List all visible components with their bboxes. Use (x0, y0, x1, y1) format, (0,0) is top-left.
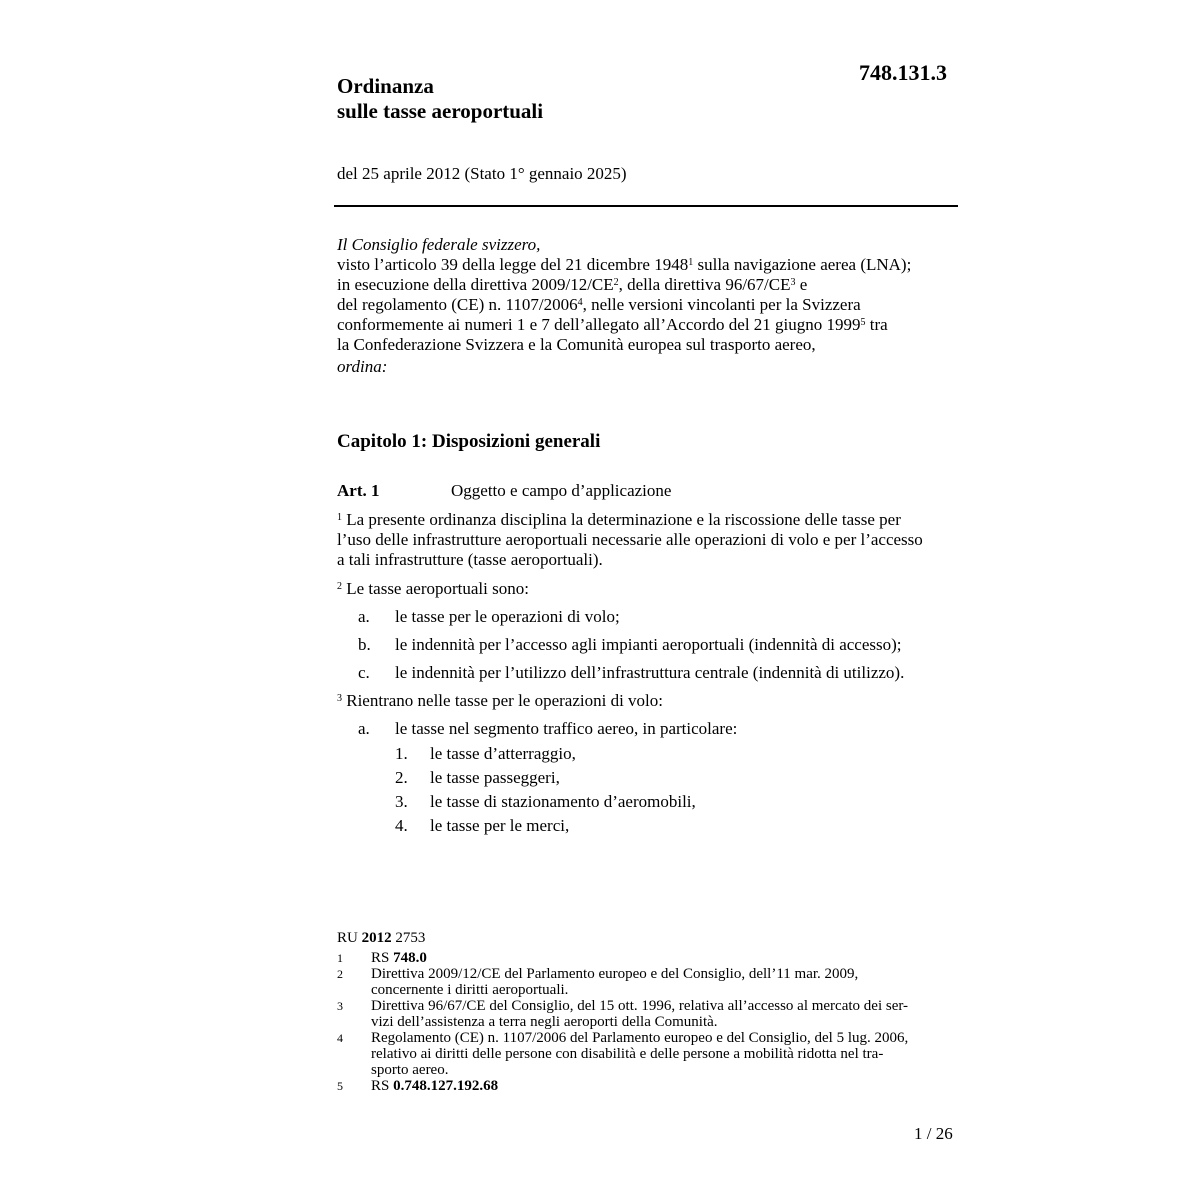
sub-list-item: 1. le tasse d’atterraggio, (395, 744, 576, 763)
paragraph-1: $^1$ La presente ordinanza disciplina la determinazione e la riscossione delle tasse per l’uso delle infrastrutture aeroportuali necessarie alle operazioni di volo e per l’accesso a tali infrastrutture (tasse aeroportuali). (337, 510, 923, 569)
paragraph-3: $^3$ Rientrano nelle tasse per le operazioni di volo: (337, 691, 664, 710)
sub-list-item: 4. le tasse per le merci, (395, 816, 570, 835)
header-divider (334, 205, 958, 207)
preamble-authority: Il Consiglio federale svizzero, (337, 235, 541, 254)
paragraph-2: $^2$ Le tasse aeroportuali sono: (337, 579, 529, 598)
footnote: 1 RS 748.0 (337, 950, 427, 966)
ru-reference: RU 2012 2753 (337, 930, 426, 946)
article-heading (337, 481, 671, 501)
list-item: b. le indennità per l’accesso agli impianti aeroportuali (indennità di accesso); (358, 635, 902, 654)
preamble (337, 235, 962, 377)
title-line-1: Ordinanza (337, 74, 434, 98)
sub-list-item: 3. le tasse di stazionamento d’aeromobili, (395, 792, 696, 811)
footnotes (337, 950, 962, 1094)
title-line-2: sulle tasse aeroportuali (337, 99, 544, 123)
preamble-ordina: ordina: (337, 357, 388, 376)
footnote-ref-3[interactable]: 3 (790, 277, 796, 288)
document-title (337, 74, 543, 124)
footnote-ref-2[interactable]: 2 (613, 277, 619, 288)
footnote-ref-4[interactable]: 4 (577, 297, 583, 308)
page-number: 1 / 26 (914, 1124, 953, 1143)
preamble-line-1: visto l’articolo 39 della legge del 21 dicembre 1948$^1$ sulla navigazione aerea (LNA); (337, 255, 912, 274)
footnote-ref-5[interactable]: 5 (860, 317, 866, 328)
footnote: 4 Regolamento (CE) n. 1107/2006 del Parlamento europeo e del Consiglio, del 5 lug. 2006, relativo ai diritti delle persone con disabilità e delle persone a mobilità ridotta nel tra- sporto aereo. (337, 1030, 909, 1078)
list-item: a. le tasse per le operazioni di volo; (358, 607, 620, 626)
preamble-line-4: conformemente ai numeri 1 e 7 dell’allegato all’Accordo del 21 giugno 1999$^5$ tra (337, 315, 888, 334)
article-title: Oggetto e campo d’applicazione (451, 481, 672, 500)
sr-number: 748.131.3 (859, 60, 947, 85)
chapter-heading: Capitolo 1: Disposizioni generali (337, 431, 601, 452)
preamble-line-5: la Confederazione Svizzera e la Comunità europea sul trasporto aereo, (337, 335, 816, 354)
footnote: 2 Direttiva 2009/12/CE del Parlamento europeo e del Consiglio, dell’11 mar. 2009, concernente i diritti aeroportuali. (337, 966, 859, 998)
list-item: a. le tasse nel segmento traffico aereo, in particolare: (358, 719, 738, 738)
footnote: 3 Direttiva 96/67/CE del Consiglio, del 15 ott. 1996, relativa all’accesso al mercato dei ser- vizi dell’assistenza a terra negli aeroporti della Comunità. (337, 998, 909, 1030)
list-item: c. le indennità per l’utilizzo dell’infrastruttura centrale (indennità di utilizzo). (358, 663, 905, 682)
preamble-line-3: del regolamento (CE) n. 1107/2006$^4$, nelle versioni vincolanti per la Svizzera (337, 295, 861, 314)
document-date: del 25 aprile 2012 (Stato 1° gennaio 2025) (337, 164, 627, 183)
preamble-line-2: in esecuzione della direttiva $2009/12/CE^2$, della direttiva $96/67/CE^3$ e (337, 275, 808, 294)
sub-list-item: 2. le tasse passeggeri, (395, 768, 560, 787)
article-number: Art. 1 (337, 481, 380, 500)
footnote-ref-1[interactable]: 1 (688, 257, 694, 268)
footnote: 5 RS 0.748.127.192.68 (337, 1078, 499, 1094)
